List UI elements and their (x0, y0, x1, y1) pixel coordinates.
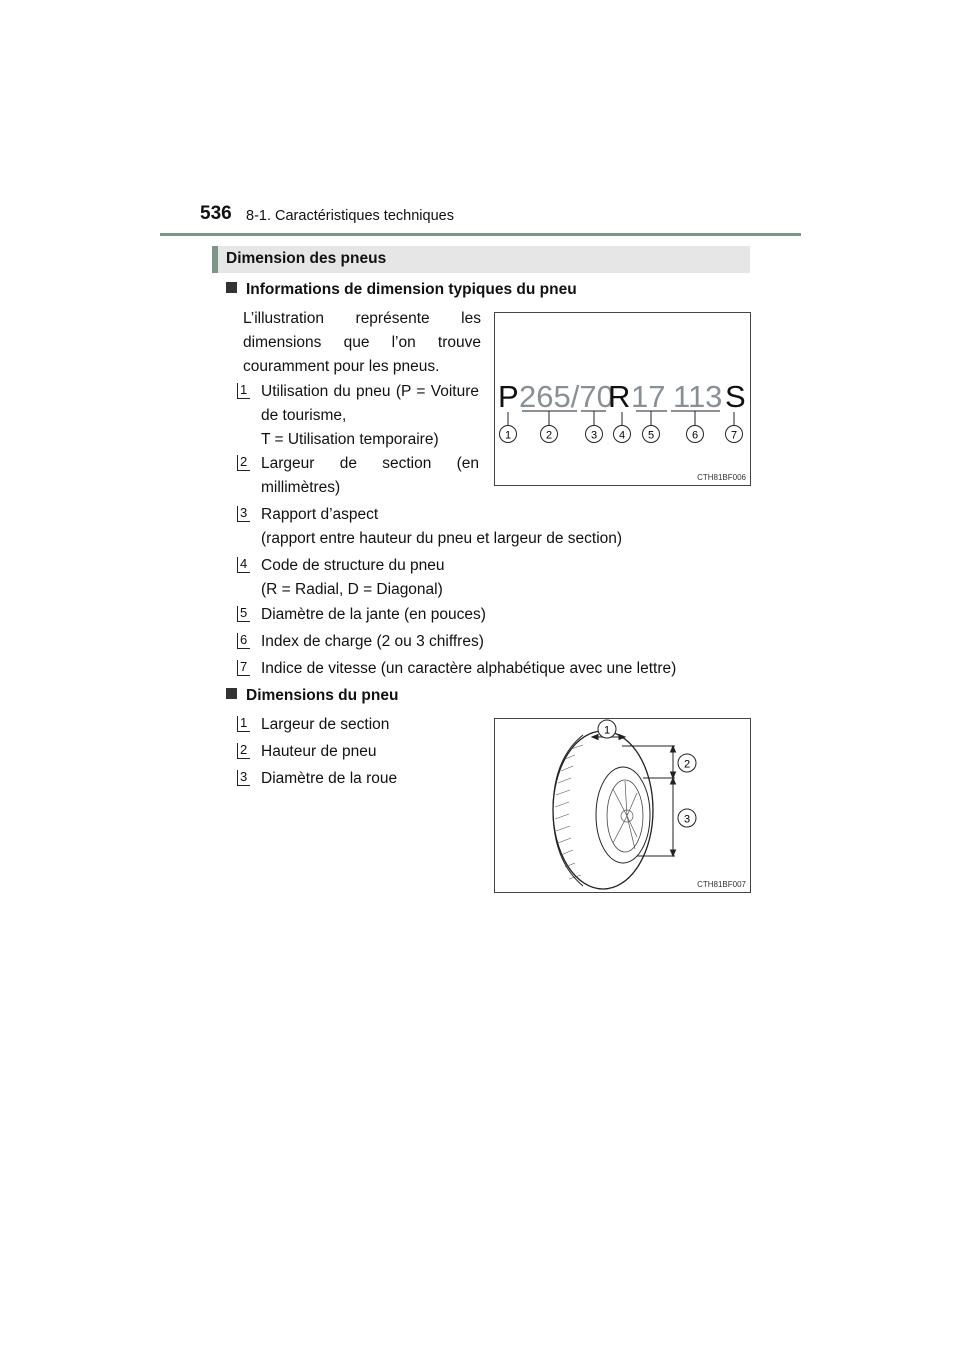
figure-code: CTH81BF006 (697, 473, 746, 482)
svg-text:3: 3 (683, 813, 691, 826)
page-number: 536 (200, 203, 232, 224)
item-line: (rapport entre hauteur du pneu et largeur de section) (261, 530, 623, 547)
section-title-bar (212, 246, 750, 273)
size-part-construction: R (608, 379, 631, 414)
item-text: Hauteur de pneu (261, 743, 377, 760)
square-bullet-icon (226, 282, 237, 293)
size-part-load-index: 113 (673, 379, 723, 414)
item-number-badge: 5 (237, 606, 250, 622)
item-line: Code de structure du pneu (261, 557, 445, 574)
item-number-badge: 1 (237, 716, 250, 732)
square-bullet-icon (226, 688, 237, 699)
subheading-text: Dimensions du pneu (246, 687, 399, 704)
item-number-badge: 4 (237, 557, 250, 573)
tire-size-code-diagram (495, 313, 750, 485)
chapter-title: 8-1. Caractéristiques techniques (246, 208, 454, 224)
item-number-badge: 3 (237, 770, 250, 786)
header-rule (160, 233, 801, 236)
callout-1 (598, 720, 616, 738)
callout-4 (614, 426, 631, 443)
callout-1 (500, 426, 517, 443)
svg-text:5: 5 (647, 429, 655, 442)
svg-text:1: 1 (504, 429, 512, 442)
subheading-dimensions (226, 687, 398, 705)
svg-text:3: 3 (590, 429, 598, 442)
svg-text:4: 4 (618, 429, 626, 442)
item-text: Largeur de section (261, 716, 390, 733)
item-text: Largeur de section (en millimètres) (261, 455, 479, 496)
section-title: Dimension des pneus (226, 250, 387, 267)
callout-3 (678, 809, 696, 827)
svg-text:2: 2 (545, 429, 553, 442)
svg-text:2: 2 (683, 758, 691, 771)
item-line: Rapport d’aspect (261, 506, 379, 523)
item-number-badge: 2 (237, 455, 250, 471)
svg-text:7: 7 (730, 429, 738, 442)
size-part-usage: P (498, 379, 519, 414)
subheading-typical-info (226, 281, 577, 299)
callout-2 (678, 754, 696, 772)
item-text: Indice de vitesse (un caractère alphabétique avec une lettre) (261, 660, 677, 677)
item-line: T = Utilisation temporaire) (261, 431, 439, 448)
callout-3 (586, 426, 603, 443)
tire-dimensions-figure (494, 718, 751, 893)
size-part-width-aspect: 265/70 (519, 379, 614, 414)
callout-7 (726, 426, 743, 443)
rim-icon (596, 767, 650, 863)
item-number-badge: 1 (237, 383, 250, 399)
callout-6 (687, 426, 704, 443)
item-number-badge: 7 (237, 660, 250, 676)
svg-text:1: 1 (603, 724, 611, 737)
item-text (261, 503, 622, 551)
tire-illustration (495, 719, 750, 892)
item-line: Utilisation du pneu (P = Voiture de tourisme, (261, 383, 479, 424)
item-number-badge: 2 (237, 743, 250, 759)
intro-paragraph: L’illustration représente les dimensions que l’on trouve couramment pour les pneus. (243, 310, 481, 375)
callouts (500, 426, 743, 443)
item-text (261, 380, 479, 452)
size-part-speed: S (725, 379, 746, 414)
subheading-text: Informations de dimension typiques du pneu (246, 281, 577, 298)
size-part-rim: 17 (631, 379, 666, 414)
item-text: Index de charge (2 ou 3 chiffres) (261, 633, 484, 650)
tire-size-code-figure (494, 312, 751, 486)
item-number-badge: 3 (237, 506, 250, 522)
item-line: (R = Radial, D = Diagonal) (261, 581, 443, 598)
item-text: Diamètre de la jante (en pouces) (261, 606, 486, 623)
callout-5 (643, 426, 660, 443)
callout-2 (541, 426, 558, 443)
item-number-badge: 6 (237, 633, 250, 649)
svg-text:6: 6 (691, 429, 699, 442)
figure-code: CTH81BF007 (697, 880, 746, 889)
item-text (261, 554, 445, 602)
item-text: Diamètre de la roue (261, 770, 398, 787)
